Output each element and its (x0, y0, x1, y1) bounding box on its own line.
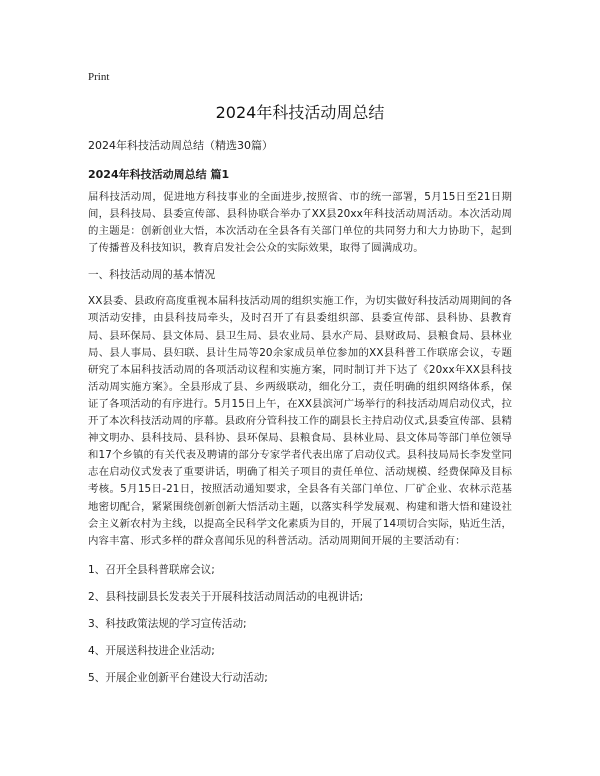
page-title: 2024年科技活动周总结 (215, 103, 385, 122)
list-item: 4、开展送科技进企业活动; (88, 644, 215, 657)
list-item: 5、开展企业创新平台建设大行动活动; (88, 671, 268, 684)
document-subtitle: 2024年科技活动周总结（精选30篇） (88, 139, 273, 152)
part1-paragraph: XX县委、县政府高度重视本届科技活动周的组织实施工作，为切实做好科技活动周期间的各项活动安排，由县科技局牵头，及时召开了有县委组织部、县委宣传部、县科协、县教育局、县环保局、县文体局、县卫生局、县农业局、县水产局、县财政局、县粮食局、县林业局、县人事局、县妇联、县计生局等20余家成员单位参加的XX县科普工作联席会议，专题研究了本届科技活动周的各项活动议程和实施方案，同时制订并下达了《20xx年XX县科技活动周实施方案》。全县形成了县、乡两级联动，细化分工，责任明确的组织网络体系，保证了各项活动的有序进行。5月15日上午，在XX县滨河广场举行的科技活动周启动仪式，拉开了本次科技活动周的序幕。县政府分管科技工作的副县长主持启动仪式,县委宣传部、县精神文明办、县科技局、县科协、县环保局、县粮食局、县林业局、县文体局等部门单位领导和17个乡镇的有关代表及聘请的部分专家学者代表出席了启动仪式。县科技局局长李发堂同志在启动仪式发表了重要讲话，明确了相关子项目的责任单位、活动规模、经费保障及目标考核。5月15日-21日，按照活动通知要求，全县各有关部门单位、厂矿企业、农林示范基地密切配合，紧紧围绕创新创新大悟活动主题，以落实科学发展观、构建和谐大悟和建设社会主义新农村为主线，以提高全民科学文化素质为目的，开展了14项切合实际，贴近生活，内容丰富、形式多样的群众喜闻乐见的科普活动。活动周期间开展的主要活动有： (88, 295, 512, 547)
print-button[interactable]: Print (88, 71, 110, 83)
list-item: 3、科技政策法规的学习宣传活动; (88, 617, 247, 630)
list-item: 2、县科技副县长发表关于开展科技活动周活动的电视讲话; (88, 590, 364, 603)
section-heading: 2024年科技活动周总结 篇1 (88, 168, 230, 181)
part1-heading: 一、科技活动周的基本情况 (88, 269, 216, 282)
activity-list (88, 562, 512, 686)
list-item: 1、召开全县科普联席会议; (88, 563, 215, 576)
intro-paragraph: 届科技活动周，促进地方科技事业的全面进步,按照省、市的统一部署，5月15日至21日期间，县科技局、县委宣传部、县科协联合举办了XX县20xx年科技活动周活动。本次活动周的主题是：创新创业大悟，本次活动在全县各有关部门单位的共同努力和大力协助下，起到了传播普及科技知识，教育启发社会公众的实际效果，取得了圆满成功。 (88, 191, 512, 255)
